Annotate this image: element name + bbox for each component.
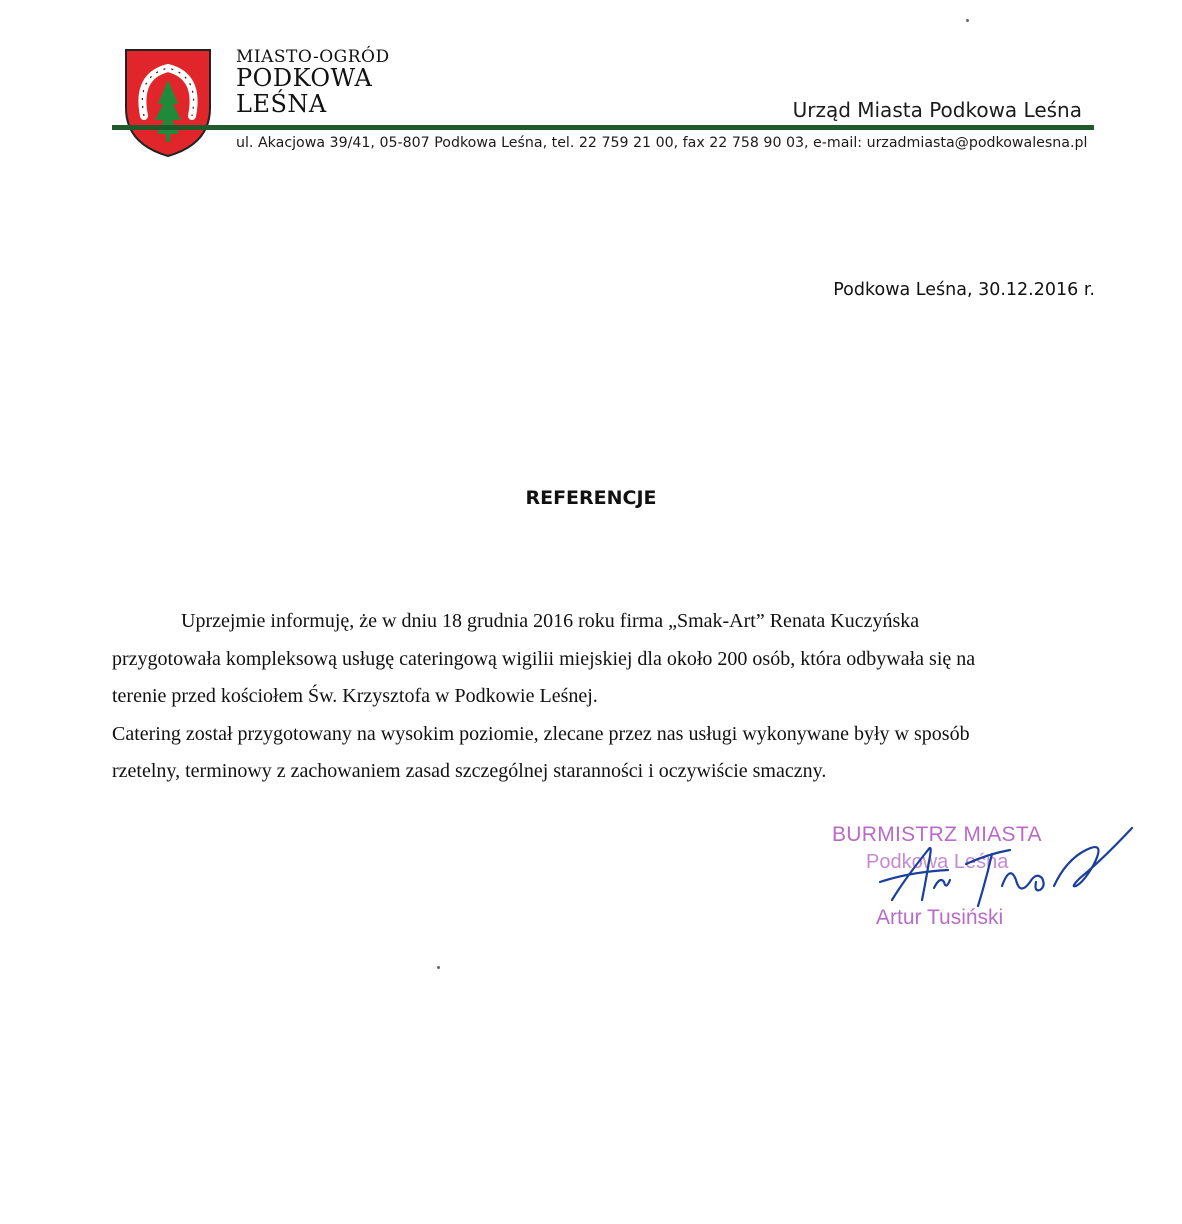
scan-speck [966,19,969,22]
letter-title: REFERENCJE [525,487,657,509]
header-divider [112,125,1094,130]
body-line: Uprzejmie informuję, że w dniu 18 grudnia 2016 roku firma „Smak-Art” Renata Kuczyńska [181,610,920,632]
office-name: Urząd Miasta Podkowa Leśna [792,98,1082,122]
office-address: ul. Akacjowa 39/41, 05-807 Podkowa Leśna, tel. 22 759 21 00, fax 22 758 90 03, e-mail: urzadmiasta@podkowalesna.pl [236,135,1088,151]
scan-speck [437,966,440,969]
letter-date: Podkowa Leśna, 30.12.2016 r. [833,280,1095,300]
body-line: Catering został przygotowany na wysokim poziomie, zlecane przez nas usługi wykonywane były w sposób [112,722,970,745]
paragraph-2 [112,716,1102,791]
body-line: przygotowała kompleksową usługę cateringową wigilii miejskiej dla około 200 osób, która odbywała się na [112,647,976,670]
brand-line-3: LEŚNA [236,90,327,118]
paragraph-1 [112,603,1102,641]
letter-body [112,603,1102,791]
body-line: rzetelny, terminowy z zachowaniem zasad szczególnej staranności i oczywiście smaczny. [112,760,827,782]
stamp-place: Podkowa Leśna [866,851,1009,873]
stamp-name: Artur Tusiński [876,906,1004,929]
handwritten-signature [870,820,1140,930]
stamp-title: BURMISTRZ MIASTA [832,823,1042,846]
brand-line-1: MIASTO-OGRÓD [236,47,390,67]
body-line: terenie przed kościołem Św. Krzysztofa w Podkowie Leśnej. [112,685,598,707]
coat-of-arms-logo [122,46,214,158]
brand-line-2: PODKOWA [236,64,373,92]
paragraph-1-cont [112,641,1102,716]
